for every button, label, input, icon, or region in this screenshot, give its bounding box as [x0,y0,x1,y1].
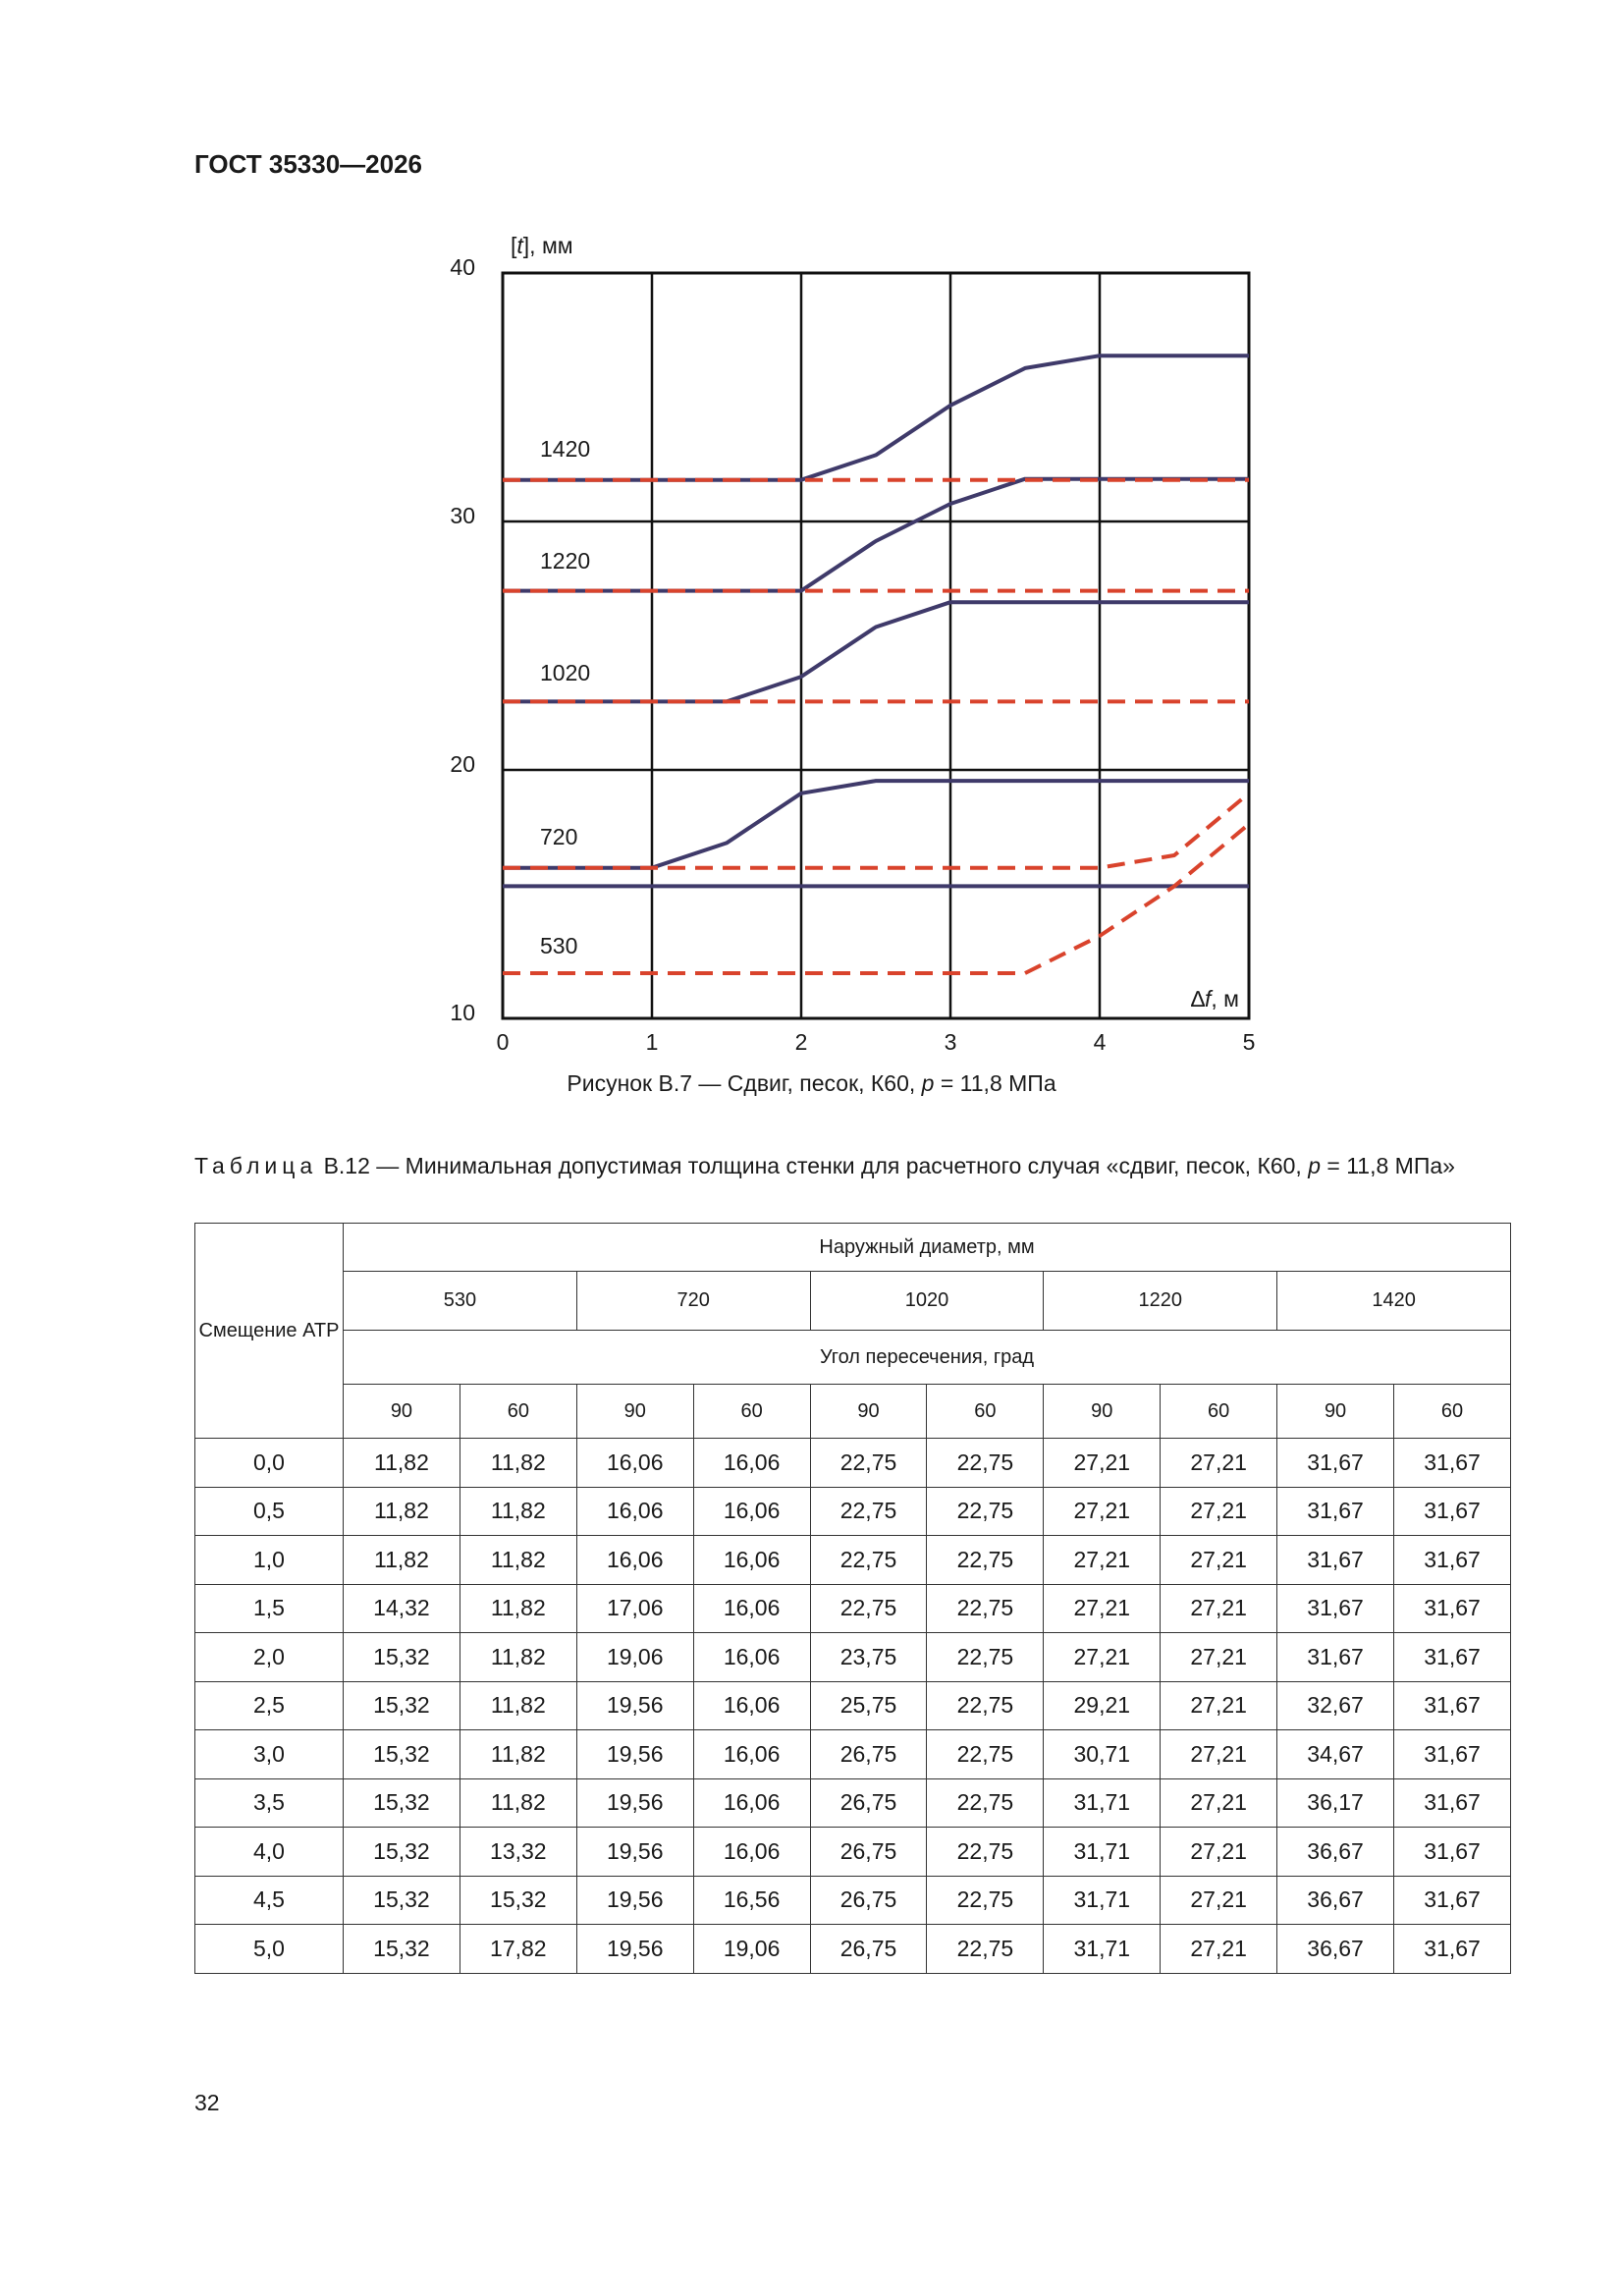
x-tick-label: 3 [944,1029,957,1055]
thickness-cell: 31,67 [1277,1536,1394,1585]
y-axis-label: [t], мм [511,233,573,258]
angle-header: 60 [927,1385,1044,1439]
wall-thickness-table [194,1223,1511,1974]
offset-cell: 3,0 [195,1730,344,1779]
thickness-cell: 27,21 [1161,1439,1277,1488]
thickness-cell: 11,82 [460,1681,576,1730]
diameter-header: 720 [576,1272,810,1331]
thickness-cell: 22,75 [927,1828,1044,1877]
thickness-cell: 31,67 [1394,1681,1511,1730]
thickness-cell: 31,67 [1394,1876,1511,1925]
thickness-cell: 15,32 [344,1633,460,1682]
table-row [195,1439,1511,1488]
thickness-cell: 36,67 [1277,1828,1394,1877]
thickness-cell: 27,21 [1161,1778,1277,1828]
x-tick-label: 2 [794,1029,808,1055]
thickness-cell: 16,06 [693,1778,810,1828]
thickness-cell: 15,32 [344,1730,460,1779]
thickness-cell: 22,75 [927,1633,1044,1682]
diameter-header: 530 [344,1272,577,1331]
page-number: 32 [194,2090,220,2115]
thickness-cell: 31,67 [1394,1439,1511,1488]
series-label-1220: 1220 [540,548,591,574]
thickness-cell: 11,82 [460,1584,576,1633]
thickness-cell: 15,32 [344,1876,460,1925]
y-tick-label: 20 [450,751,475,777]
thickness-cell: 36,17 [1277,1778,1394,1828]
thickness-cell: 27,21 [1044,1633,1161,1682]
thickness-cell: 31,71 [1044,1828,1161,1877]
table-row [195,1536,1511,1585]
thickness-cell: 11,82 [344,1439,460,1488]
thickness-cell: 34,67 [1277,1730,1394,1779]
thickness-cell: 13,32 [460,1828,576,1877]
thickness-cell: 16,06 [576,1536,693,1585]
diameter-header: 1420 [1277,1272,1511,1331]
x-tick-label: 5 [1242,1029,1256,1055]
figure-caption: Рисунок В.7 — Сдвиг, песок, К60, p = 11,8 МПа [567,1070,1056,1096]
thickness-cell: 25,75 [810,1681,927,1730]
table-caption: Таблица В.12 — Минимальная допустимая толщина стенки для расчетного случая «сдвиг, песок, К60, p = 11,8 МПа» [194,1153,1455,1178]
offset-cell: 0,5 [195,1487,344,1536]
table-row [195,1730,1511,1779]
offset-cell: 2,5 [195,1681,344,1730]
thickness-cell: 19,56 [576,1778,693,1828]
thickness-cell: 14,32 [344,1584,460,1633]
thickness-cell: 22,75 [927,1778,1044,1828]
angle-group-header: Угол пересечения, град [344,1331,1511,1385]
series-label-720: 720 [540,823,578,849]
thickness-cell: 27,21 [1161,1828,1277,1877]
offset-cell: 1,0 [195,1536,344,1585]
thickness-cell: 27,21 [1161,1876,1277,1925]
thickness-cell: 16,06 [693,1681,810,1730]
angle-header: 90 [576,1385,693,1439]
thickness-cell: 27,21 [1161,1681,1277,1730]
series-720-solid-line [503,781,1249,868]
angle-header: 90 [1044,1385,1161,1439]
thickness-cell: 16,06 [693,1633,810,1682]
angle-header: 90 [1277,1385,1394,1439]
table-row [195,1925,1511,1974]
thickness-cell: 16,06 [693,1828,810,1877]
thickness-cell: 31,67 [1394,1584,1511,1633]
thickness-cell: 31,67 [1394,1536,1511,1585]
x-tick-label: 4 [1093,1029,1107,1055]
thickness-cell: 26,75 [810,1925,927,1974]
series-530-dashed-line [503,824,1249,973]
thickness-cell: 11,82 [460,1487,576,1536]
thickness-cell: 31,67 [1394,1487,1511,1536]
thickness-cell: 11,82 [460,1730,576,1779]
angle-header: 60 [1394,1385,1511,1439]
thickness-cell: 16,06 [576,1487,693,1536]
thickness-cell: 23,75 [810,1633,927,1682]
table-row [195,1681,1511,1730]
thickness-cell: 11,82 [460,1633,576,1682]
table-row [195,1876,1511,1925]
thickness-cell: 27,21 [1161,1730,1277,1779]
x-tick-label: 1 [645,1029,659,1055]
thickness-cell: 15,32 [344,1925,460,1974]
series-1220-solid-line [503,479,1249,591]
angle-header: 90 [344,1385,460,1439]
thickness-cell: 16,06 [693,1536,810,1585]
angle-header: 60 [693,1385,810,1439]
thickness-cell: 11,82 [344,1536,460,1585]
thickness-cell: 22,75 [927,1925,1044,1974]
thickness-cell: 30,71 [1044,1730,1161,1779]
thickness-cell: 16,56 [693,1876,810,1925]
diameter-header: 1220 [1044,1272,1277,1331]
thickness-cell: 31,67 [1394,1925,1511,1974]
thickness-cell: 31,67 [1277,1633,1394,1682]
table-row [195,1828,1511,1877]
thickness-cell: 22,75 [927,1439,1044,1488]
series-label-1020: 1020 [540,659,591,685]
thickness-cell: 22,75 [927,1681,1044,1730]
thickness-cell: 27,21 [1044,1439,1161,1488]
offset-cell: 2,0 [195,1633,344,1682]
thickness-cell: 19,56 [576,1681,693,1730]
thickness-cell: 19,06 [576,1633,693,1682]
wall-thickness-chart [0,0,1623,1061]
thickness-cell: 26,75 [810,1876,927,1925]
thickness-cell: 26,75 [810,1778,927,1828]
thickness-cell: 19,56 [576,1925,693,1974]
thickness-cell: 27,21 [1161,1487,1277,1536]
thickness-cell: 11,82 [460,1439,576,1488]
thickness-cell: 31,67 [1394,1730,1511,1779]
angle-header: 60 [460,1385,576,1439]
thickness-cell: 22,75 [927,1584,1044,1633]
thickness-cell: 27,21 [1161,1584,1277,1633]
thickness-cell: 19,56 [576,1828,693,1877]
table-row [195,1633,1511,1682]
thickness-cell: 16,06 [693,1584,810,1633]
offset-cell: 1,5 [195,1584,344,1633]
thickness-cell: 27,21 [1161,1925,1277,1974]
angle-header: 90 [810,1385,927,1439]
table-row [195,1778,1511,1828]
thickness-cell: 31,67 [1394,1828,1511,1877]
thickness-cell: 22,75 [810,1584,927,1633]
thickness-cell: 22,75 [810,1536,927,1585]
thickness-cell: 22,75 [927,1876,1044,1925]
diameter-header: 1020 [810,1272,1044,1331]
thickness-cell: 31,71 [1044,1925,1161,1974]
offset-cell: 3,5 [195,1778,344,1828]
thickness-cell: 17,82 [460,1925,576,1974]
x-tick-label: 0 [496,1029,510,1055]
thickness-cell: 17,06 [576,1584,693,1633]
thickness-cell: 31,67 [1394,1778,1511,1828]
y-tick-label: 40 [450,254,475,280]
thickness-cell: 32,67 [1277,1681,1394,1730]
thickness-cell: 26,75 [810,1828,927,1877]
offset-cell: 0,0 [195,1439,344,1488]
thickness-cell: 31,67 [1394,1633,1511,1682]
thickness-cell: 15,32 [344,1828,460,1877]
thickness-cell: 19,56 [576,1876,693,1925]
thickness-cell: 36,67 [1277,1876,1394,1925]
thickness-cell: 31,71 [1044,1876,1161,1925]
y-tick-label: 10 [450,1000,475,1025]
thickness-cell: 15,32 [344,1681,460,1730]
thickness-cell: 16,06 [576,1439,693,1488]
thickness-cell: 19,56 [576,1730,693,1779]
offset-cell: 5,0 [195,1925,344,1974]
thickness-cell: 22,75 [927,1487,1044,1536]
thickness-cell: 22,75 [810,1487,927,1536]
thickness-cell: 11,82 [460,1778,576,1828]
thickness-cell: 29,21 [1044,1681,1161,1730]
thickness-cell: 16,06 [693,1487,810,1536]
table-row [195,1487,1511,1536]
thickness-cell: 22,75 [927,1730,1044,1779]
row-header: Смещение АТР [195,1224,344,1439]
offset-cell: 4,0 [195,1828,344,1877]
thickness-cell: 11,82 [344,1487,460,1536]
thickness-cell: 15,32 [460,1876,576,1925]
thickness-cell: 26,75 [810,1730,927,1779]
thickness-cell: 27,21 [1044,1487,1161,1536]
thickness-cell: 31,71 [1044,1778,1161,1828]
table-caption-word: Таблица [194,1153,318,1178]
y-tick-label: 30 [450,503,475,528]
series-1020-solid-line [503,602,1249,701]
thickness-cell: 27,21 [1044,1584,1161,1633]
table-row [195,1584,1511,1633]
thickness-cell: 31,67 [1277,1439,1394,1488]
thickness-cell: 36,67 [1277,1925,1394,1974]
document-header: ГОСТ 35330—2026 [194,149,422,179]
thickness-cell: 16,06 [693,1439,810,1488]
thickness-cell: 16,06 [693,1730,810,1779]
thickness-cell: 27,21 [1161,1536,1277,1585]
series-720-dashed-line [503,793,1249,868]
x-axis-label: ∆f, м [1190,986,1239,1011]
thickness-cell: 22,75 [927,1536,1044,1585]
diameter-group-header: Наружный диаметр, мм [344,1224,1511,1272]
thickness-cell: 19,06 [693,1925,810,1974]
thickness-cell: 27,21 [1044,1536,1161,1585]
series-label-530: 530 [540,933,578,959]
offset-cell: 4,5 [195,1876,344,1925]
thickness-cell: 11,82 [460,1536,576,1585]
thickness-cell: 27,21 [1161,1633,1277,1682]
angle-header: 60 [1161,1385,1277,1439]
thickness-cell: 15,32 [344,1778,460,1828]
thickness-cell: 22,75 [810,1439,927,1488]
series-1420-solid-line [503,355,1249,480]
series-label-1420: 1420 [540,436,591,463]
thickness-cell: 31,67 [1277,1487,1394,1536]
thickness-cell: 31,67 [1277,1584,1394,1633]
plot-frame [503,273,1249,1018]
